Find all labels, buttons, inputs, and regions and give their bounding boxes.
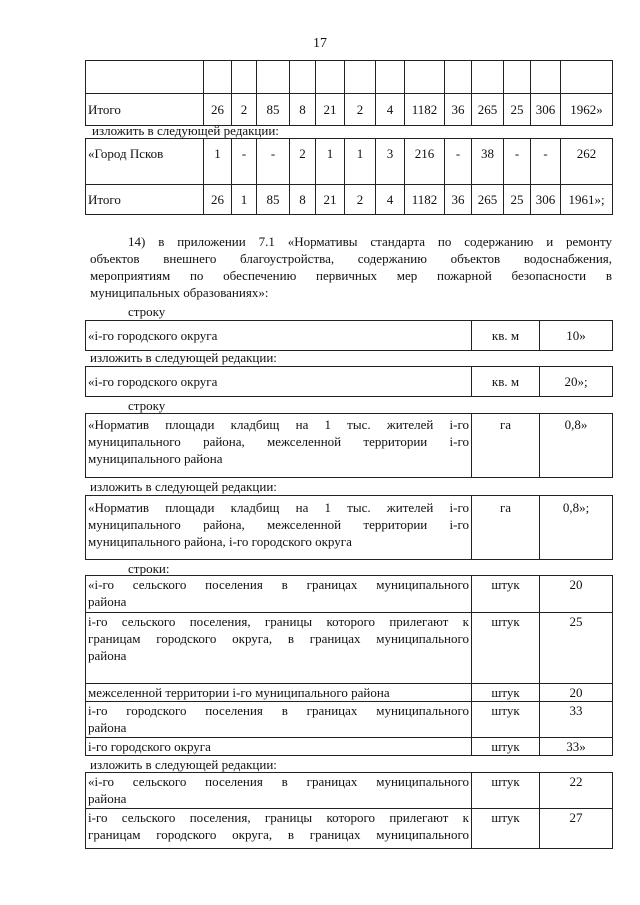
edit-label: изложить в следующей редакции: [90, 479, 277, 494]
row-unit: га [472, 414, 540, 478]
row-name-line: муниципального района, межселенной территории i-го [88, 517, 469, 532]
row-name [86, 414, 472, 478]
row-name-line: границам городского округа, в границах муниципального [88, 827, 469, 842]
row-name-line: i-го сельского поселения, границы которого прилегают к [88, 810, 469, 825]
row-unit: кв. м [472, 367, 540, 397]
paragraph-14 [90, 233, 612, 301]
row-value: 33 [540, 702, 613, 738]
table-cell: 1 [232, 185, 257, 215]
table-cell: 26 [204, 94, 232, 126]
row-unit: штук [472, 702, 540, 738]
row-value: 0,8»; [540, 496, 613, 560]
table-row [86, 613, 613, 684]
row-name-line: «Норматив площади кладбищ на 1 тыс. жителей i-го [88, 417, 469, 432]
row-a-table [85, 320, 613, 351]
table-cell: 265 [472, 185, 504, 215]
table-cell: 1 [316, 139, 345, 185]
table-cell: 21 [316, 185, 345, 215]
table-row [86, 684, 613, 702]
table-row [86, 496, 613, 560]
row-name-line: «Норматив площади кладбищ на 1 тыс. жителей i-го [88, 500, 469, 515]
row-value: 27 [540, 809, 613, 849]
row-name [86, 702, 472, 738]
table-cell: 25 [504, 185, 531, 215]
table-cell: 2 [345, 185, 376, 215]
row-name-line: муниципального района [88, 451, 223, 466]
table-cell: Итого [86, 185, 204, 215]
table-cell: 8 [290, 185, 316, 215]
table-cell: 1962» [561, 94, 613, 126]
row-name-line: i-го городского поселения в границах муниципального [88, 703, 469, 718]
table-cell: 4 [376, 94, 405, 126]
table-cell: 85 [257, 185, 290, 215]
table-row [86, 321, 613, 351]
table-cell: 262 [561, 139, 613, 185]
row-name: «i-го городского округа [86, 321, 472, 351]
row-name-line: района [88, 720, 127, 735]
table-cell: 26 [204, 185, 232, 215]
row-unit: штук [472, 613, 540, 684]
table-row [86, 61, 613, 94]
table-row [86, 702, 613, 738]
top-table [85, 60, 613, 126]
edit-label: изложить в следующей редакции: [90, 350, 277, 365]
table-cell: 25 [504, 94, 531, 126]
table-cell: 1 [345, 139, 376, 185]
table-cell: - [531, 139, 561, 185]
table-cell: 36 [445, 94, 472, 126]
paragraph-line: 14) в приложении 7.1 «Нормативы стандарта по содержанию и ремонту [128, 234, 612, 249]
table-row [86, 576, 613, 613]
table-cell: - [257, 139, 290, 185]
table-cell: 2 [232, 94, 257, 126]
table-cell: 21 [316, 94, 345, 126]
table-cell: 85 [257, 94, 290, 126]
table-row [86, 414, 613, 478]
row-unit: штук [472, 738, 540, 756]
row-unit: га [472, 496, 540, 560]
table-row [86, 185, 613, 215]
paragraph-line: мероприятиям по обеспечению первичных мер пожарной безопасности в [90, 268, 612, 283]
row-name [86, 576, 472, 613]
table-row [86, 773, 613, 809]
table-cell: 36 [445, 185, 472, 215]
table-cell: 1182 [405, 94, 445, 126]
table-row [86, 809, 613, 849]
table-cell: 2 [290, 139, 316, 185]
row-name-line: муниципального района, i-го городского округа [88, 534, 352, 549]
table-cell: Итого [86, 94, 204, 126]
table-cell: 8 [290, 94, 316, 126]
line-label: строку [128, 304, 166, 319]
table-cell: 4 [376, 185, 405, 215]
table-row [86, 738, 613, 756]
row-name: i-го городского округа [86, 738, 472, 756]
row-unit: штук [472, 576, 540, 613]
row-name [86, 613, 472, 684]
page-number: 17 [313, 36, 327, 51]
table-cell: 1 [204, 139, 232, 185]
row-unit: штук [472, 684, 540, 702]
table-cell: 306 [531, 185, 561, 215]
table-cell: - [232, 139, 257, 185]
table-row [86, 94, 613, 126]
paragraph-line: объектов внешнего благоустройства, содержанию объектов водоснабжения, [90, 251, 612, 266]
row-c-table [85, 413, 613, 478]
table-cell: 2 [345, 94, 376, 126]
table-cell: 38 [472, 139, 504, 185]
row-b-table [85, 366, 613, 397]
row-name-line: муниципального района, межселенной территории i-го [88, 434, 469, 449]
table-row [86, 367, 613, 397]
row-name-line: «i-го сельского поселения в границах муниципального [88, 577, 469, 592]
row-value: 20 [540, 684, 613, 702]
table-cell: 265 [472, 94, 504, 126]
rows-f-table [85, 772, 613, 849]
table-cell: 1182 [405, 185, 445, 215]
row-name-line: района [88, 594, 127, 609]
row-value: 20»; [540, 367, 613, 397]
edit-label: изложить в следующей редакции: [90, 757, 277, 772]
table-cell: - [445, 139, 472, 185]
row-value: 0,8» [540, 414, 613, 478]
row-name [86, 809, 472, 849]
row-unit: штук [472, 773, 540, 809]
row-name-line: района [88, 791, 127, 806]
row-value: 33» [540, 738, 613, 756]
row-unit: штук [472, 809, 540, 849]
row-value: 25 [540, 613, 613, 684]
table-cell: «Город Псков [86, 139, 204, 185]
table-cell: - [504, 139, 531, 185]
lines-label: строки: [128, 561, 170, 576]
table-cell: 1961»; [561, 185, 613, 215]
row-name-line: i-го сельского поселения, границы которого прилегают к [88, 614, 469, 629]
table-cell: 3 [376, 139, 405, 185]
row-name-line: границам городского округа, в границах муниципального [88, 631, 469, 646]
row-unit: кв. м [472, 321, 540, 351]
edit-label: изложить в следующей редакции: [92, 123, 279, 138]
row-name [86, 496, 472, 560]
row-d-table [85, 495, 613, 560]
rows-e-table [85, 575, 613, 756]
row-name: «i-го городского округа [86, 367, 472, 397]
row-name: межселенной территории i-го муниципального района [86, 684, 472, 702]
table-cell: 306 [531, 94, 561, 126]
table-cell: 216 [405, 139, 445, 185]
line-label: строку [128, 398, 166, 413]
row-name-line: «i-го сельского поселения в границах муниципального [88, 774, 469, 789]
row-value: 20 [540, 576, 613, 613]
row-value: 22 [540, 773, 613, 809]
row-value: 10» [540, 321, 613, 351]
paragraph-line: муниципальных образованиях»: [90, 285, 269, 300]
row-name [86, 773, 472, 809]
second-table [85, 138, 613, 215]
table-row [86, 139, 613, 185]
row-name-line: района [88, 648, 127, 663]
